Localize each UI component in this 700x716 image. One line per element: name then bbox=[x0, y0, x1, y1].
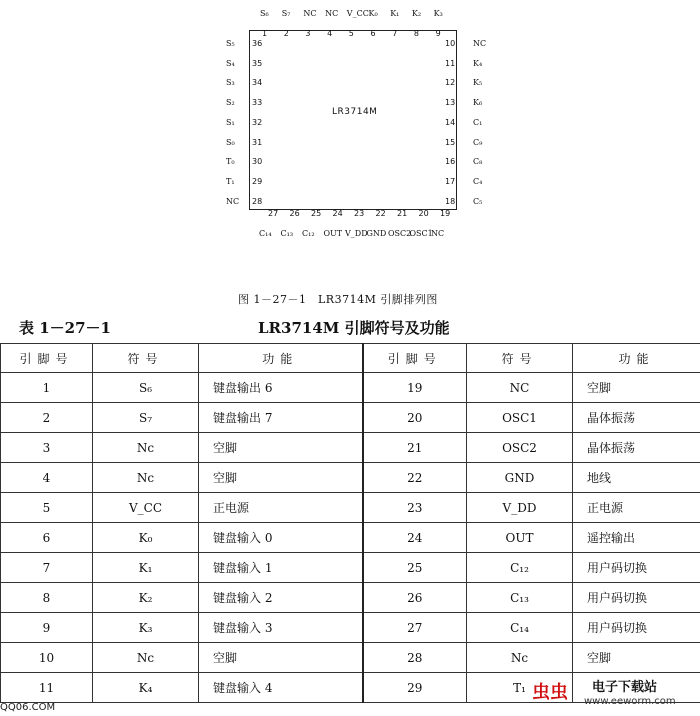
bottom-pin-symbol: OSC2 bbox=[388, 229, 412, 238]
bottom-pin-number: 27 bbox=[268, 209, 279, 218]
left-pin-symbol: S₁ bbox=[226, 117, 235, 127]
top-pin-symbol: K₃ bbox=[433, 9, 443, 18]
top-pin-number: 6 bbox=[370, 29, 376, 38]
right-pin-number: 12 bbox=[445, 78, 456, 88]
top-pin-symbol: NC bbox=[325, 9, 339, 18]
bottom-pin-symbol: GND bbox=[366, 229, 387, 238]
watermark-site-name: 电子下载站 bbox=[592, 680, 658, 695]
symbol-cell: K₄ bbox=[93, 673, 199, 703]
right-pin-number: 16 bbox=[445, 157, 456, 167]
top-pin-symbol: K₀ bbox=[368, 9, 378, 18]
function-cell: 空脚 bbox=[199, 433, 363, 463]
right-pin-number: 14 bbox=[445, 117, 456, 127]
pin-number-cell: 1 bbox=[1, 373, 93, 403]
right-pin-number: 13 bbox=[445, 98, 456, 108]
header-function-left: 功能 bbox=[199, 344, 363, 373]
table-row bbox=[1, 433, 700, 463]
table-row bbox=[1, 583, 700, 613]
pin-number-cell: 10 bbox=[1, 643, 93, 673]
function-cell: 键盘输入 2 bbox=[199, 583, 363, 613]
right-pin-symbol: C₁ bbox=[473, 117, 483, 127]
left-pin-symbol: NC bbox=[226, 196, 240, 206]
bottom-pin-number: 23 bbox=[354, 209, 365, 218]
table-row bbox=[1, 403, 700, 433]
bottom-pin-symbol: V_DD bbox=[345, 229, 368, 238]
right-pin-number: 10 bbox=[445, 39, 456, 48]
symbol-cell: GND bbox=[467, 463, 573, 493]
pin-number-cell: 19 bbox=[363, 373, 467, 403]
top-pin-symbol: K₁ bbox=[390, 9, 400, 18]
table-row bbox=[1, 493, 700, 523]
left-pin-number: 34 bbox=[252, 78, 263, 88]
right-pin-symbol: C₅ bbox=[473, 196, 483, 206]
pin-number-cell: 7 bbox=[1, 553, 93, 583]
table-number: 表 1－27－1 bbox=[19, 319, 111, 337]
symbol-cell: T₁ bbox=[467, 673, 573, 703]
left-pin-symbol: S₅ bbox=[226, 39, 235, 48]
left-pin-symbol: S₄ bbox=[226, 58, 235, 68]
function-cell: 空脚 bbox=[573, 373, 700, 403]
pin-table bbox=[0, 343, 700, 703]
bottom-pin-number: 24 bbox=[332, 209, 343, 218]
left-pin-symbol: T₀ bbox=[226, 157, 235, 167]
header-symbol-right: 符号 bbox=[467, 344, 573, 373]
top-pin-number: 3 bbox=[305, 29, 311, 38]
right-pin-symbol: K₄ bbox=[473, 58, 483, 68]
bottom-pin-number: 19 bbox=[440, 209, 451, 218]
symbol-cell: V_CC bbox=[93, 493, 199, 523]
left-pin-number: 30 bbox=[252, 157, 263, 167]
symbol-cell: C₁₂ bbox=[467, 553, 573, 583]
symbol-cell: OUT bbox=[467, 523, 573, 553]
pin-number-cell: 8 bbox=[1, 583, 93, 613]
symbol-cell: C₁₃ bbox=[467, 583, 573, 613]
top-pin-symbol: NC bbox=[303, 9, 317, 18]
bottom-pin-symbol: OUT bbox=[323, 229, 343, 238]
figure-caption: 图 1－27－1 LR3714M 引脚排列图 bbox=[238, 293, 438, 306]
bottom-pin-symbol: OSC1 bbox=[409, 229, 433, 238]
pin-number-cell: 4 bbox=[1, 463, 93, 493]
table-row bbox=[1, 643, 700, 673]
left-pin-number: 32 bbox=[252, 117, 263, 127]
left-pin-symbol: S₃ bbox=[226, 78, 235, 88]
header-symbol-left: 符号 bbox=[93, 344, 199, 373]
watermark-logo: 虫虫 bbox=[532, 682, 568, 703]
header-pin-right: 引脚号 bbox=[363, 344, 467, 373]
left-pin-number: 28 bbox=[252, 196, 263, 206]
bottom-pin-symbol: C₁₃ bbox=[280, 229, 294, 238]
top-pin-number: 5 bbox=[348, 29, 354, 38]
function-cell: 空脚 bbox=[199, 463, 363, 493]
symbol-cell: Nc bbox=[467, 643, 573, 673]
left-pin-number: 35 bbox=[252, 58, 263, 68]
function-cell: 空脚 bbox=[199, 643, 363, 673]
function-cell: 用户码切换 bbox=[573, 613, 700, 643]
right-pin-symbol: NC bbox=[473, 39, 487, 48]
left-pin-number: 36 bbox=[252, 39, 263, 48]
left-pin-number: 33 bbox=[252, 98, 263, 108]
bottom-pin-symbol: C₁₄ bbox=[259, 229, 272, 238]
right-pin-number: 17 bbox=[445, 176, 456, 186]
function-cell: 空脚 bbox=[573, 643, 700, 673]
table-body bbox=[1, 373, 700, 703]
pin-number-cell: 11 bbox=[1, 673, 93, 703]
bottom-pin-number: 26 bbox=[289, 209, 300, 218]
pin-number-cell: 9 bbox=[1, 613, 93, 643]
function-cell: 键盘输入 3 bbox=[199, 613, 363, 643]
right-pin-symbol: C₄ bbox=[473, 176, 483, 186]
symbol-cell: S₇ bbox=[93, 403, 199, 433]
left-pin-symbol: S₂ bbox=[226, 98, 235, 108]
site-watermark bbox=[532, 674, 692, 714]
bottom-pin-number: 25 bbox=[311, 209, 322, 218]
top-pin-symbol: V_CC bbox=[346, 9, 369, 18]
site-watermark-left: QQ06.COM bbox=[0, 702, 56, 713]
function-cell: 晶体振荡 bbox=[573, 403, 700, 433]
right-pin-symbol: K₆ bbox=[473, 98, 483, 108]
table-row bbox=[1, 463, 700, 493]
pin-number-cell: 29 bbox=[363, 673, 467, 703]
bottom-pin-number: 20 bbox=[418, 209, 429, 218]
top-pin-number: 1 bbox=[262, 29, 268, 38]
pin-number-cell: 25 bbox=[363, 553, 467, 583]
symbol-cell: V_DD bbox=[467, 493, 573, 523]
right-pin-symbol: C₉ bbox=[473, 137, 483, 147]
symbol-cell: Nc bbox=[93, 643, 199, 673]
top-pin-symbol: S₆ bbox=[260, 9, 269, 18]
left-pin-symbol: T₁ bbox=[226, 176, 235, 186]
pin-number-cell: 21 bbox=[363, 433, 467, 463]
right-pin-symbol: C₈ bbox=[473, 157, 483, 167]
symbol-cell: K₀ bbox=[93, 523, 199, 553]
left-pin-number: 31 bbox=[252, 137, 263, 147]
symbol-cell: K₁ bbox=[93, 553, 199, 583]
right-pin-number: 15 bbox=[445, 137, 456, 147]
function-cell: 遥控输出 bbox=[573, 523, 700, 553]
pin-number-cell: 2 bbox=[1, 403, 93, 433]
right-pin-number: 18 bbox=[445, 196, 456, 206]
top-pin-number: 7 bbox=[392, 29, 398, 38]
bottom-pin-number: 22 bbox=[375, 209, 386, 218]
right-pin-number: 11 bbox=[445, 58, 456, 68]
function-cell: 用户码切换 bbox=[573, 583, 700, 613]
table-row bbox=[1, 523, 700, 553]
pin-number-cell: 23 bbox=[363, 493, 467, 523]
bottom-pin-symbol: C₁₂ bbox=[302, 229, 315, 238]
pin-number-cell: 6 bbox=[1, 523, 93, 553]
watermark-url: www.eeworm.com bbox=[584, 696, 676, 707]
table-row bbox=[1, 553, 700, 583]
top-pin-number: 9 bbox=[435, 29, 441, 38]
function-cell: 正电源 bbox=[199, 493, 363, 523]
function-cell: 键盘输出 6 bbox=[199, 373, 363, 403]
bottom-pin-symbol: NC bbox=[431, 229, 445, 238]
pin-number-cell: 3 bbox=[1, 433, 93, 463]
pin-number-cell: 26 bbox=[363, 583, 467, 613]
pin-number-cell: 24 bbox=[363, 523, 467, 553]
function-cell: 地线 bbox=[573, 463, 700, 493]
left-pin-number: 29 bbox=[252, 176, 263, 186]
function-cell: 正电源 bbox=[573, 493, 700, 523]
table-row bbox=[1, 613, 700, 643]
header-function-right: 功能 bbox=[573, 344, 700, 373]
symbol-cell: K₃ bbox=[93, 613, 199, 643]
pin-number-cell: 28 bbox=[363, 643, 467, 673]
chip-outline bbox=[249, 30, 457, 210]
symbol-cell: S₆ bbox=[93, 373, 199, 403]
function-cell: 晶体振荡 bbox=[573, 433, 700, 463]
top-pin-number: 2 bbox=[283, 29, 289, 38]
symbol-cell: K₂ bbox=[93, 583, 199, 613]
top-pin-number: 4 bbox=[327, 29, 333, 38]
table-header-row bbox=[1, 344, 700, 373]
symbol-cell: C₁₄ bbox=[467, 613, 573, 643]
chip-label: LR3714M bbox=[332, 107, 378, 117]
top-pin-symbol: S₇ bbox=[281, 9, 291, 18]
right-pin-symbol: K₅ bbox=[473, 78, 483, 88]
symbol-cell: OSC2 bbox=[467, 433, 573, 463]
pin-number-cell: 27 bbox=[363, 613, 467, 643]
pin-number-cell: 22 bbox=[363, 463, 467, 493]
function-cell: 键盘输入 0 bbox=[199, 523, 363, 553]
table-row bbox=[1, 373, 700, 403]
top-pin-symbol: K₂ bbox=[411, 9, 422, 18]
pin-number-cell: 5 bbox=[1, 493, 93, 523]
symbol-cell: Nc bbox=[93, 433, 199, 463]
table-title: LR3714M 引脚符号及功能 bbox=[258, 319, 450, 337]
function-cell: 键盘输入 4 bbox=[199, 673, 363, 703]
function-cell: 键盘输入 1 bbox=[199, 553, 363, 583]
symbol-cell: NC bbox=[467, 373, 573, 403]
function-cell: 键盘输出 7 bbox=[199, 403, 363, 433]
bottom-pin-number: 21 bbox=[397, 209, 408, 218]
function-cell: 用户码切换 bbox=[573, 553, 700, 583]
top-pin-number: 8 bbox=[413, 29, 419, 38]
symbol-cell: Nc bbox=[93, 463, 199, 493]
left-pin-symbol: S₀ bbox=[226, 137, 235, 147]
symbol-cell: OSC1 bbox=[467, 403, 573, 433]
pin-table-container bbox=[0, 343, 700, 705]
pin-number-cell: 20 bbox=[363, 403, 467, 433]
header-pin-left: 引脚号 bbox=[1, 344, 93, 373]
